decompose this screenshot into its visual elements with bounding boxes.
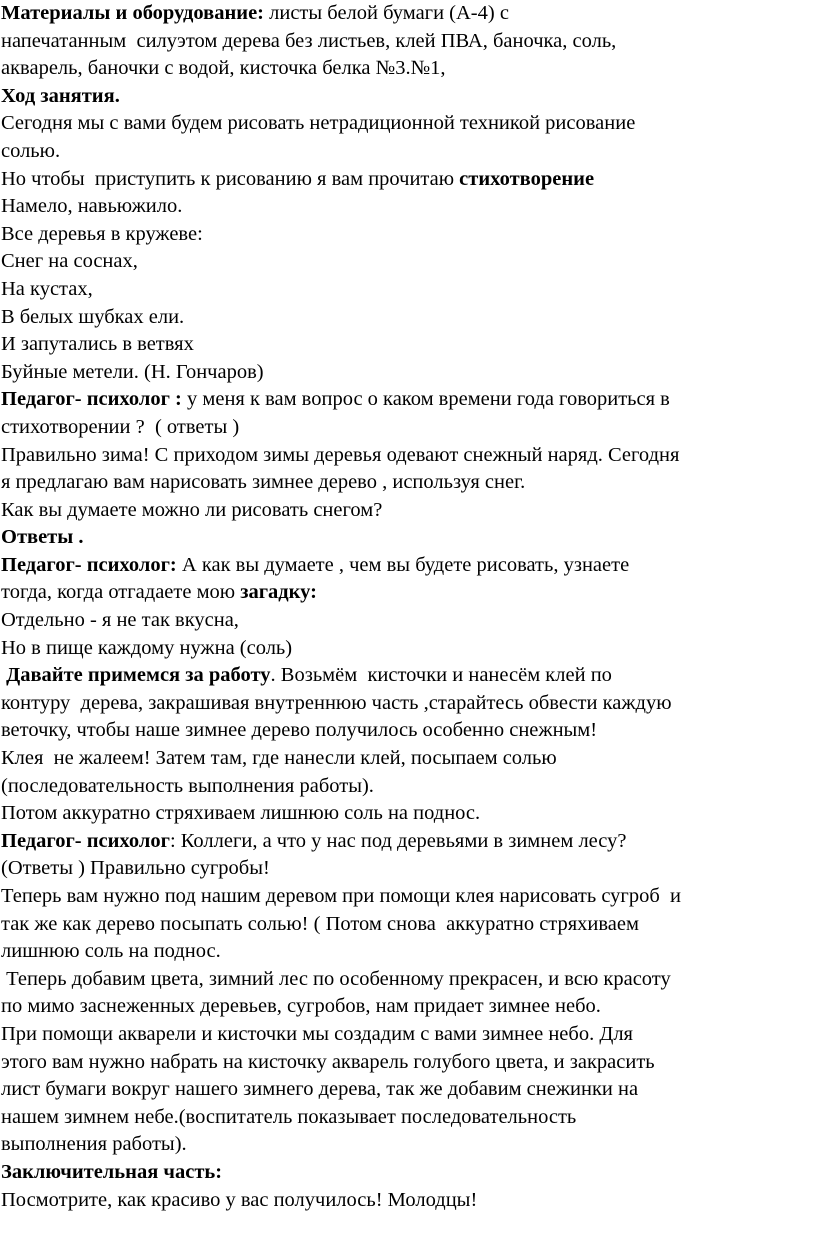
text-line (1, 414, 816, 442)
text-line (1, 828, 816, 856)
text-run: Снег на соснах, (1, 250, 138, 273)
text-run: веточку, чтобы наше зимнее дерево получилось особенно снежным! (1, 719, 598, 742)
text-line (1, 1049, 816, 1077)
text-line (1, 442, 816, 470)
text-run: Теперь вам нужно под нашим деревом при помощи клея нарисовать сугроб и (1, 885, 681, 907)
text-run: И запутались в ветвях (1, 333, 194, 356)
text-line (1, 745, 816, 773)
text-line (1, 497, 816, 525)
text-run: (Ответы ) Правильно сугробы! (1, 857, 270, 880)
text-line (1, 773, 816, 801)
bold-text: загадку: (240, 581, 317, 604)
text-run: Как вы думаете можно ли рисовать снегом? (1, 498, 383, 521)
text-line (1, 248, 816, 276)
text-run: акварель, баночки с водой, кисточка белка №3.№1, (1, 57, 446, 80)
text-run: При помощи акварели и кисточки мы создадим с вами зимнее небо. Для (1, 1022, 633, 1045)
text-run: контуру дерева, закрашивая внутреннюю часть ,старайтесь обвести каждую (1, 691, 672, 714)
text-line (1, 1159, 816, 1187)
text-run: В белых шубках ели. (1, 305, 185, 328)
bold-text: Материалы и оборудование: (1, 2, 264, 24)
text-line (1, 55, 816, 83)
text-run: напечатанным силуэтом дерева без листьев, клей ПВА, баночка, соль, (1, 29, 617, 52)
text-run: Все деревья в кружеве: (1, 222, 203, 245)
text-run: Но чтобы приступить к рисованию я вам прочитаю (1, 167, 460, 190)
text-line (1, 993, 816, 1021)
text-run: Клея не жалеем! Затем там, где нанесли клей, посыпаем солью (1, 747, 557, 770)
text-line (1, 717, 816, 745)
text-run: Но в пище каждому нужна (соль) (1, 636, 293, 659)
text-run: Намело, навьюжило. (1, 195, 183, 218)
text-run: (последовательность выполнения работы). (1, 774, 374, 797)
text-line (1, 0, 816, 28)
text-line (1, 524, 816, 552)
text-line (1, 938, 816, 966)
bold-text: Ход занятия. (1, 84, 120, 107)
text-line (1, 1104, 816, 1132)
text-run: у меня к вам вопрос о каком времени года говориться в (181, 388, 670, 411)
text-run: Сегодня мы с вами будем рисовать нетрадиционной техникой рисование (1, 112, 636, 135)
bold-text: стихотворение (459, 167, 595, 190)
text-line (1, 110, 816, 138)
text-line (1, 883, 816, 911)
text-line (1, 28, 816, 56)
text-line (1, 552, 816, 580)
text-line (1, 166, 816, 194)
text-run: лист бумаги вокруг нашего зимнего дерева, так же добавим снежинки на (1, 1078, 639, 1101)
text-line (1, 855, 816, 883)
text-line (1, 911, 816, 939)
text-line (1, 1021, 816, 1049)
text-line (1, 579, 816, 607)
text-run: тогда, когда отгадаете мою (1, 581, 241, 604)
text-run: этого вам нужно набрать на кисточку акварель голубого цвета, и закрасить (1, 1050, 655, 1073)
text-line (1, 662, 816, 690)
text-line (1, 359, 816, 387)
text-run: Буйные метели. (Н. Гончаров) (1, 360, 264, 383)
text-line (1, 607, 816, 635)
text-run: А как вы думаете , чем вы будете рисовать, узнаете (176, 553, 630, 576)
text-run: по мимо заснеженных деревьев, сугробов, нам придает зимнее небо. (1, 995, 601, 1018)
text-line (1, 635, 816, 663)
text-run: На кустах, (1, 277, 93, 300)
text-run: солью. (1, 139, 61, 162)
text-line (1, 690, 816, 718)
text-line (1, 966, 816, 994)
text-run: стихотворении ? ( ответы ) (1, 415, 240, 438)
bold-text: Давайте примемся за работу (6, 664, 271, 687)
text-line (1, 1131, 816, 1159)
text-run: выполнения работы). (1, 1133, 187, 1156)
text-line (1, 469, 816, 497)
text-run: листы белой бумаги (А-4) с (264, 2, 509, 24)
text-run: Отдельно - я не так вкусна, (1, 609, 239, 632)
text-run: . Возьмём кисточки и нанесём клей по (270, 664, 612, 687)
bold-text: Педагог- психолог (1, 829, 170, 852)
text-run: Теперь добавим цвета, зимний лес по особенному прекрасен, и всю красоту (1, 967, 671, 990)
text-line (1, 304, 816, 332)
text-run: : Коллеги, а что у нас под деревьями в зимнем лесу? (169, 829, 627, 852)
text-line (1, 276, 816, 304)
text-line (1, 221, 816, 249)
text-run: лишнюю соль на поднос. (1, 940, 221, 963)
text-run: нашем зимнем небе.(воспитатель показывает последовательность (1, 1105, 577, 1128)
text-run: Потом аккуратно стряхиваем лишнюю соль на поднос. (1, 802, 481, 825)
text-run: Посмотрите, как красиво у вас получилось! Молодцы! (1, 1188, 478, 1211)
text-run: так же как дерево посыпать солью! ( Потом снова аккуратно стряхиваем (1, 912, 639, 935)
text-line (1, 331, 816, 359)
text-line (1, 1187, 816, 1215)
bold-text: Ответы . (1, 526, 84, 549)
bold-text: Педагог- психолог: (1, 553, 177, 576)
text-run: я предлагаю вам нарисовать зимнее дерево , используя снег. (1, 471, 526, 494)
text-line (1, 193, 816, 221)
text-line (1, 800, 816, 828)
text-line (1, 83, 816, 111)
text-run: Правильно зима! С приходом зимы деревья одевают снежный наряд. Сегодня (1, 443, 680, 466)
bold-text: Педагог- психолог : (1, 388, 182, 411)
bold-text: Заключительная часть: (1, 1160, 223, 1183)
text-line (1, 138, 816, 166)
text-line (1, 1076, 816, 1104)
text-line (1, 386, 816, 414)
